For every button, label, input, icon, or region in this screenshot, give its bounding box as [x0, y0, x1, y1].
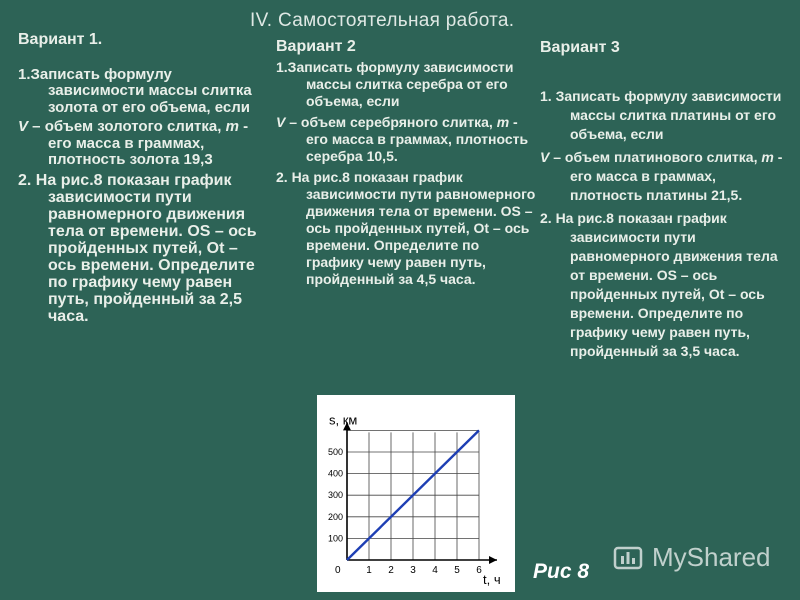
variant-3-column: [540, 38, 790, 365]
variant-1-task-1-text: 1.Записать формулу зависимости массы слитка золота от его объема, если: [18, 65, 252, 116]
y-tick-label: 400: [327, 468, 343, 479]
variant-1-heading: Вариант 1.: [18, 31, 103, 48]
figure-8-chart: [317, 395, 515, 592]
variant-3-vars-rest: - его масса в граммах, плотность платины 21,5.: [570, 149, 783, 203]
x-tick-label: 4: [432, 565, 438, 576]
variant-2-heading: Вариант 2: [276, 38, 356, 55]
variant-3-v-symbol: V: [540, 149, 550, 165]
watermark: [612, 540, 771, 574]
variant-1-vars-text: – объем золотого слитка,: [28, 118, 226, 135]
watermark-text: MyShared: [652, 541, 771, 572]
variant-3-vars-text: – объем платинового слитка,: [549, 149, 762, 165]
x-tick-label: 2: [388, 565, 394, 576]
variant-1-v-symbol: V: [18, 118, 29, 135]
variant-3-heading: Вариант 3: [540, 39, 620, 56]
variant-2-column: [276, 38, 538, 292]
variant-3-m-symbol: m: [761, 149, 774, 165]
variant-1-task-1-vars: [18, 119, 258, 169]
variant-2-task-1-vars: [276, 114, 538, 165]
origin-label: 0: [335, 565, 341, 576]
y-tick-label: 500: [327, 447, 343, 457]
x-tick-label: 5: [454, 565, 460, 576]
y-axis-label: s, км: [329, 412, 358, 428]
x-tick-label: 1: [366, 565, 372, 576]
y-tick-label: 200: [327, 511, 343, 522]
variant-2-v-symbol: V: [276, 114, 286, 130]
figure-caption: Рис 8: [533, 560, 590, 583]
variant-1-m-symbol: m: [225, 118, 239, 135]
x-axis-arrow: [489, 556, 497, 564]
variant-2-m-symbol: m: [496, 114, 510, 130]
variant-2-vars-rest: - его масса в граммах, плотность серебра 10,5.: [306, 114, 529, 164]
variant-2-task-1-text: 1.Записать формулу зависимости массы слитка серебра от его объема, если: [276, 59, 514, 109]
variant-1-task-1: [18, 67, 258, 117]
myshared-logo-icon: [612, 540, 646, 574]
variant-3-task-2: 2. На рис.8 показан график зависимости пути равномерного движения тела от времени. OS – ось пройденных путей, Ot – ось времени. Определите по графику чему равен путь, пройденный за 3,5 часа.: [540, 210, 778, 359]
variant-1-column: [18, 32, 258, 328]
variant-3-task-1-text: 1. Записать формулу зависимости массы слитка платины от его объема, если: [540, 88, 782, 142]
variant-2-task-2: 2. На рис.8 показан график зависимости пути равномерного движения тела от времени. OS – ось пройденных путей, Ot – ось времени. Определите по графику чему равен путь, пройденный за 4,5 часа.: [276, 169, 536, 287]
variant-3-task-1-vars: [540, 148, 790, 205]
chart-svg: [317, 395, 515, 592]
x-tick-label: 3: [410, 565, 416, 576]
variant-1-vars-rest: - его масса в граммах, плотность золота 19,3: [48, 118, 249, 168]
variant-3-task-1: [540, 87, 790, 144]
x-tick-label: 6: [476, 565, 482, 576]
variant-2-vars-text: – объем серебряного слитка,: [285, 114, 497, 130]
y-tick-label: 300: [327, 490, 343, 501]
variant-1-task-2: 2. На рис.8 показан график зависимости пути равномерного движения тела от времени. OS – ось пройденных путей, Ot – ось времени. Определите по графику чему равен путь, пройденный за 2,5 часа.: [18, 171, 257, 325]
variant-2-task-1: [276, 59, 538, 110]
slide-title: IV. Самостоятельная работа.: [250, 10, 515, 31]
y-tick-label: 100: [327, 533, 343, 544]
x-axis-label: t, ч: [483, 572, 501, 587]
